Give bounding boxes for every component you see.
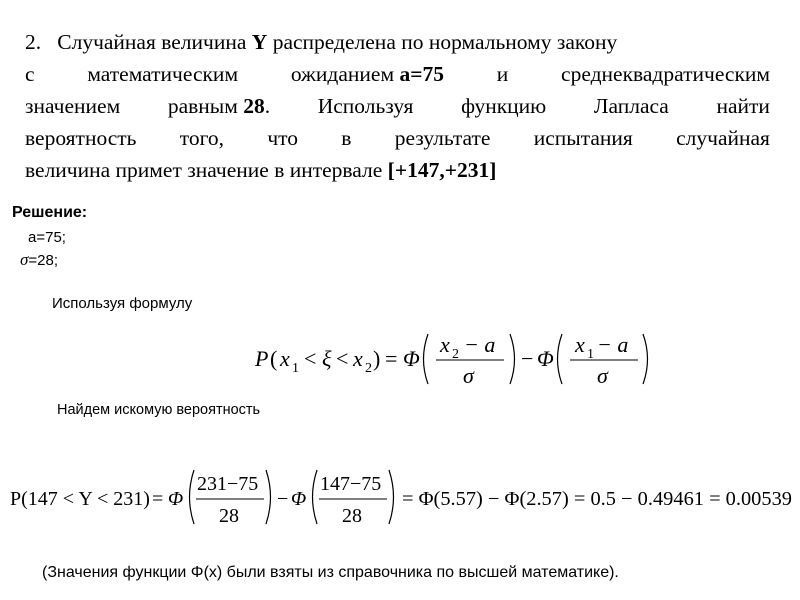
problem-line-3: значением равным 28. Используя функцию Лапласа найти: [25, 94, 770, 118]
problem-number: 2.: [25, 30, 42, 54]
f2-rparen-2: [389, 470, 394, 524]
f1-num1-sub: 2: [452, 347, 459, 362]
problem-line-4: вероятность того, что в результате испытания случайная: [25, 126, 770, 150]
f1-close-paren: ): [373, 346, 381, 371]
f1-eq: =: [385, 346, 398, 371]
f2-rparen-1: [266, 470, 271, 524]
f2-eq1: =: [152, 488, 164, 510]
f2-lhs: P(147 < Y < 231): [10, 488, 150, 510]
f1-x2: x: [353, 346, 363, 371]
sigma-value: 28: [243, 94, 265, 118]
f1-num2-x: x: [575, 332, 585, 357]
given-sigma: σ=28;: [20, 250, 59, 269]
sigma-symbol: σ: [20, 250, 29, 269]
find-probability-label: Найдем искомую вероятность: [57, 402, 261, 418]
problem-line-5: величина примет значение в интервале [+147,+231]: [25, 154, 770, 186]
given-mean: a=75;: [28, 229, 66, 246]
f2-lparen-1: [190, 470, 195, 524]
f2-den1: 28: [219, 505, 239, 527]
f1-open-paren: (: [270, 346, 278, 371]
f2-minus: −: [277, 488, 289, 510]
use-formula-label: Используя формулу: [52, 295, 193, 312]
f1-lt1: <: [304, 346, 317, 371]
f1-num2-minus-a: − a: [597, 332, 629, 357]
reference-note: (Значения функции Φ(x) были взяты из справочника по высшей математике).: [42, 564, 619, 581]
f1-x1: x: [280, 346, 290, 371]
f2-rhs: = Φ(5.57) − Φ(2.57) = 0.5 − 0.49461 = 0.00539: [402, 488, 792, 510]
f2-phi1: Φ: [168, 488, 184, 510]
f1-phi1: Φ: [403, 346, 420, 371]
f1-P: P: [255, 346, 269, 371]
f2-den2: 28: [342, 505, 362, 527]
f2-num1: 231−75: [197, 473, 259, 495]
f1-den1: σ: [463, 363, 474, 388]
f2-phi2: Φ: [291, 488, 307, 510]
f1-sub1: 1: [292, 361, 299, 376]
f1-lt2: <: [336, 346, 349, 371]
f1-den2: σ: [597, 363, 608, 388]
f1-minus: −: [521, 346, 534, 371]
mean-value: а=75: [399, 62, 444, 86]
f1-num1-x: x: [440, 332, 450, 357]
interval: [+147,+231]: [387, 158, 497, 182]
f1-xi: ξ: [322, 346, 332, 371]
f2-num2: 147−75: [320, 473, 382, 495]
f1-num1-minus-a: − a: [464, 332, 496, 357]
problem-line-1: 2. Случайная величина Y распределена по нормальному закону: [25, 26, 770, 58]
f1-sub2: 2: [365, 361, 372, 376]
problem-line-2: с математическим ожиданием а=75 и среднеквадратическим: [25, 62, 770, 86]
f1-phi2: Φ: [537, 346, 554, 371]
solution-heading: Решение:: [12, 204, 88, 221]
variable-y: Y: [251, 30, 268, 54]
f1-num2-sub: 1: [587, 347, 594, 362]
f2-lparen-2: [313, 470, 318, 524]
